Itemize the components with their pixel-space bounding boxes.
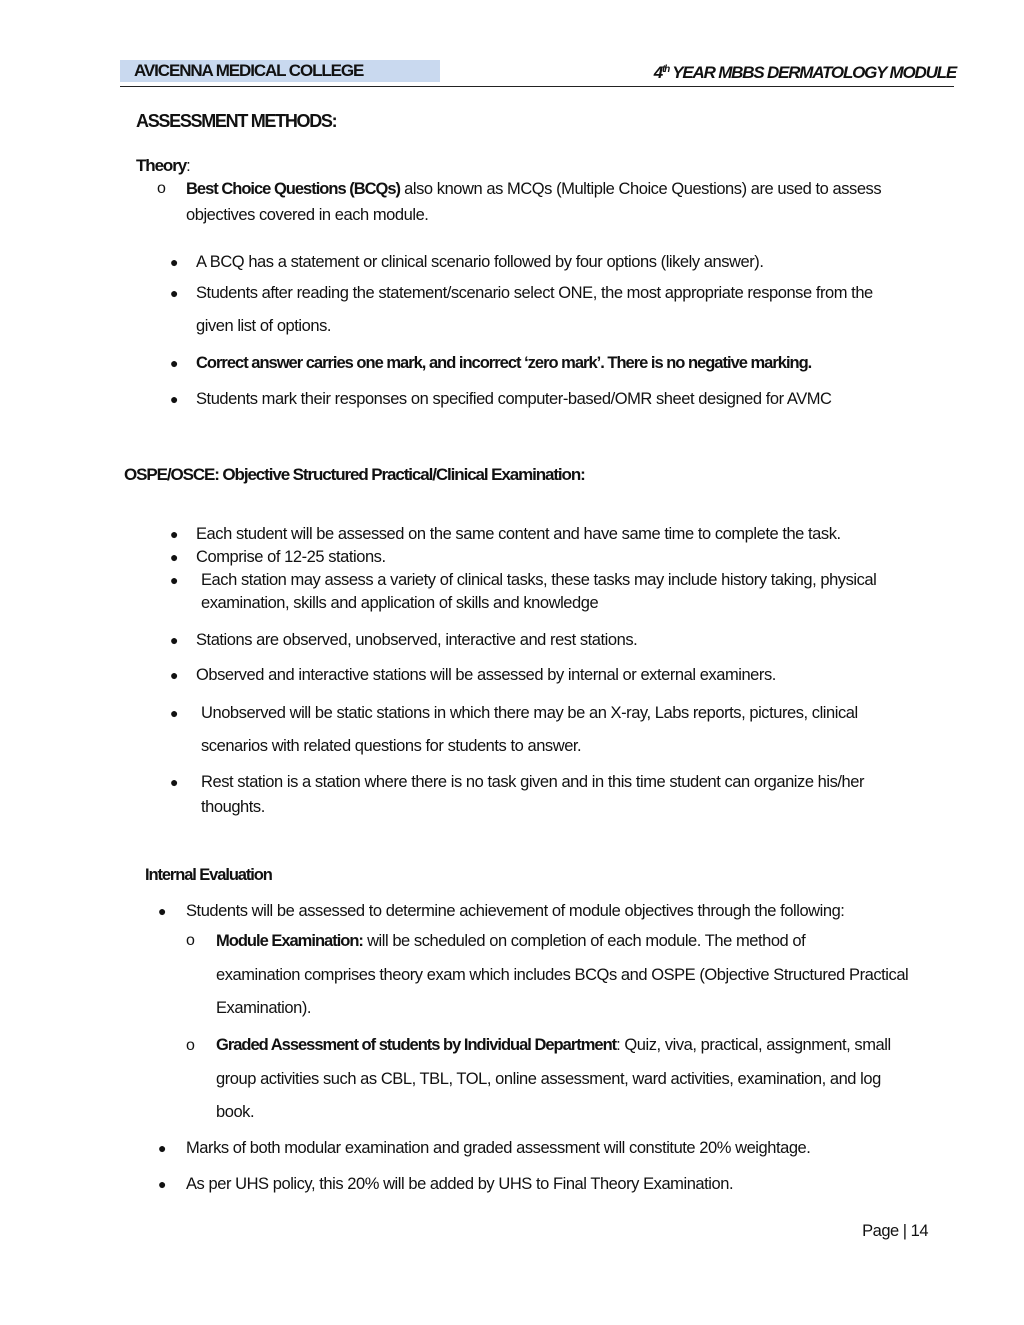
circle-bullet-icon: o [186, 1037, 195, 1054]
bcq-description-line2: objectives covered in each module. [186, 206, 429, 224]
list-item-continued: given list of options. [196, 317, 332, 335]
bullet-icon: ● [158, 1140, 167, 1156]
page-number: 14 [910, 1222, 928, 1240]
theory-heading-text: Theory [136, 156, 187, 175]
bullet-icon: ● [170, 667, 179, 683]
module-exam-text: will be scheduled on completion of each module. The method of [362, 932, 806, 950]
bullet-icon: ● [170, 391, 179, 407]
ospe-heading: OSPE/OSCE: Objective Structured Practical/Clinical Examination: [124, 465, 585, 484]
list-item: Students will be assessed to determine achievement of module objectives through the following: [186, 902, 845, 920]
list-item: Each student will be assessed on the same content and have same time to complete the task. [196, 525, 841, 543]
bullet-icon: ● [170, 254, 179, 270]
list-item: As per UHS policy, this 20% will be added by UHS to Final Theory Examination. [186, 1175, 734, 1193]
bcq-description [186, 180, 881, 199]
module-title-text: YEAR MBBS DERMATOLOGY MODULE [669, 63, 956, 82]
bullet-icon: ● [170, 285, 179, 301]
circle-bullet-icon: o [157, 180, 166, 197]
bullet-icon: ● [170, 774, 179, 790]
bcq-description-text: also known as MCQs (Multiple Choice Questions) are used to assess [400, 180, 882, 198]
list-item: Unobserved will be static stations in which there may be an X-ray, Labs reports, pictures, clinical [201, 704, 858, 722]
page-label: Page | [862, 1222, 911, 1240]
header-divider [120, 86, 954, 87]
bullet-icon: ● [170, 572, 179, 588]
graded-assessment-line3: book. [216, 1103, 255, 1121]
list-item-continued: scenarios with related questions for students to answer. [201, 737, 582, 755]
list-item-continued: thoughts. [201, 798, 265, 816]
page-footer [862, 1222, 928, 1241]
list-item-continued: examination, skills and application of skills and knowledge [201, 594, 599, 612]
internal-evaluation-heading: Internal Evaluation [145, 866, 272, 884]
list-item: Students mark their responses on specified computer-based/OMR sheet designed for AVMC [196, 390, 832, 408]
module-exam-line2: examination comprises theory exam which includes BCQs and OSPE (Objective Structured Practical [216, 966, 909, 984]
list-item: Students after reading the statement/scenario select ONE, the most appropriate response from the [196, 284, 873, 302]
bullet-icon: ● [170, 705, 179, 721]
list-item: Rest station is a station where there is no task given and in this time student can organize his/her [201, 773, 865, 791]
graded-assessment-text: : Quiz, viva, practical, assignment, small [616, 1036, 891, 1054]
list-item: A BCQ has a statement or clinical scenario followed by four options (likely answer). [196, 253, 764, 271]
bullet-icon: ● [170, 632, 179, 648]
list-item: Observed and interactive stations will be assessed by internal or external examiners. [196, 666, 776, 684]
module-year: 4 [653, 63, 662, 82]
graded-assessment-item [216, 1036, 891, 1055]
module-exam-term: Module Examination: [216, 932, 363, 950]
circle-bullet-icon: o [186, 932, 195, 949]
list-item: Marks of both modular examination and graded assessment will constitute 20% weightage. [186, 1139, 811, 1157]
module-exam-line3: Examination). [216, 999, 312, 1017]
bcq-term: Best Choice Questions (BCQs) [186, 180, 401, 198]
bullet-icon: ● [170, 526, 179, 542]
theory-heading-colon: : [186, 157, 191, 175]
module-exam-item [216, 932, 805, 951]
list-item: Comprise of 12-25 stations. [196, 548, 386, 566]
bullet-icon: ● [158, 903, 167, 919]
bullet-icon: ● [170, 549, 179, 565]
graded-assessment-term: Graded Assessment of students by Individual Department [216, 1036, 617, 1054]
list-item-bold: Correct answer carries one mark, and incorrect ‘zero mark’. There is no negative marking. [196, 354, 812, 372]
list-item: Each station may assess a variety of clinical tasks, these tasks may include history taking, physical [201, 571, 877, 589]
bullet-icon: ● [158, 1176, 167, 1192]
module-title [654, 59, 956, 84]
college-name: AVICENNA MEDICAL COLLEGE [120, 60, 440, 82]
list-item: Stations are observed, unobserved, interactive and rest stations. [196, 631, 638, 649]
theory-heading [136, 156, 190, 176]
assessment-title: ASSESSMENT METHODS: [136, 111, 337, 131]
bullet-icon: ● [170, 355, 179, 371]
graded-assessment-line2: group activities such as CBL, TBL, TOL, online assessment, ward activities, examination, and log [216, 1070, 881, 1088]
module-year-suffix: th [661, 64, 670, 75]
